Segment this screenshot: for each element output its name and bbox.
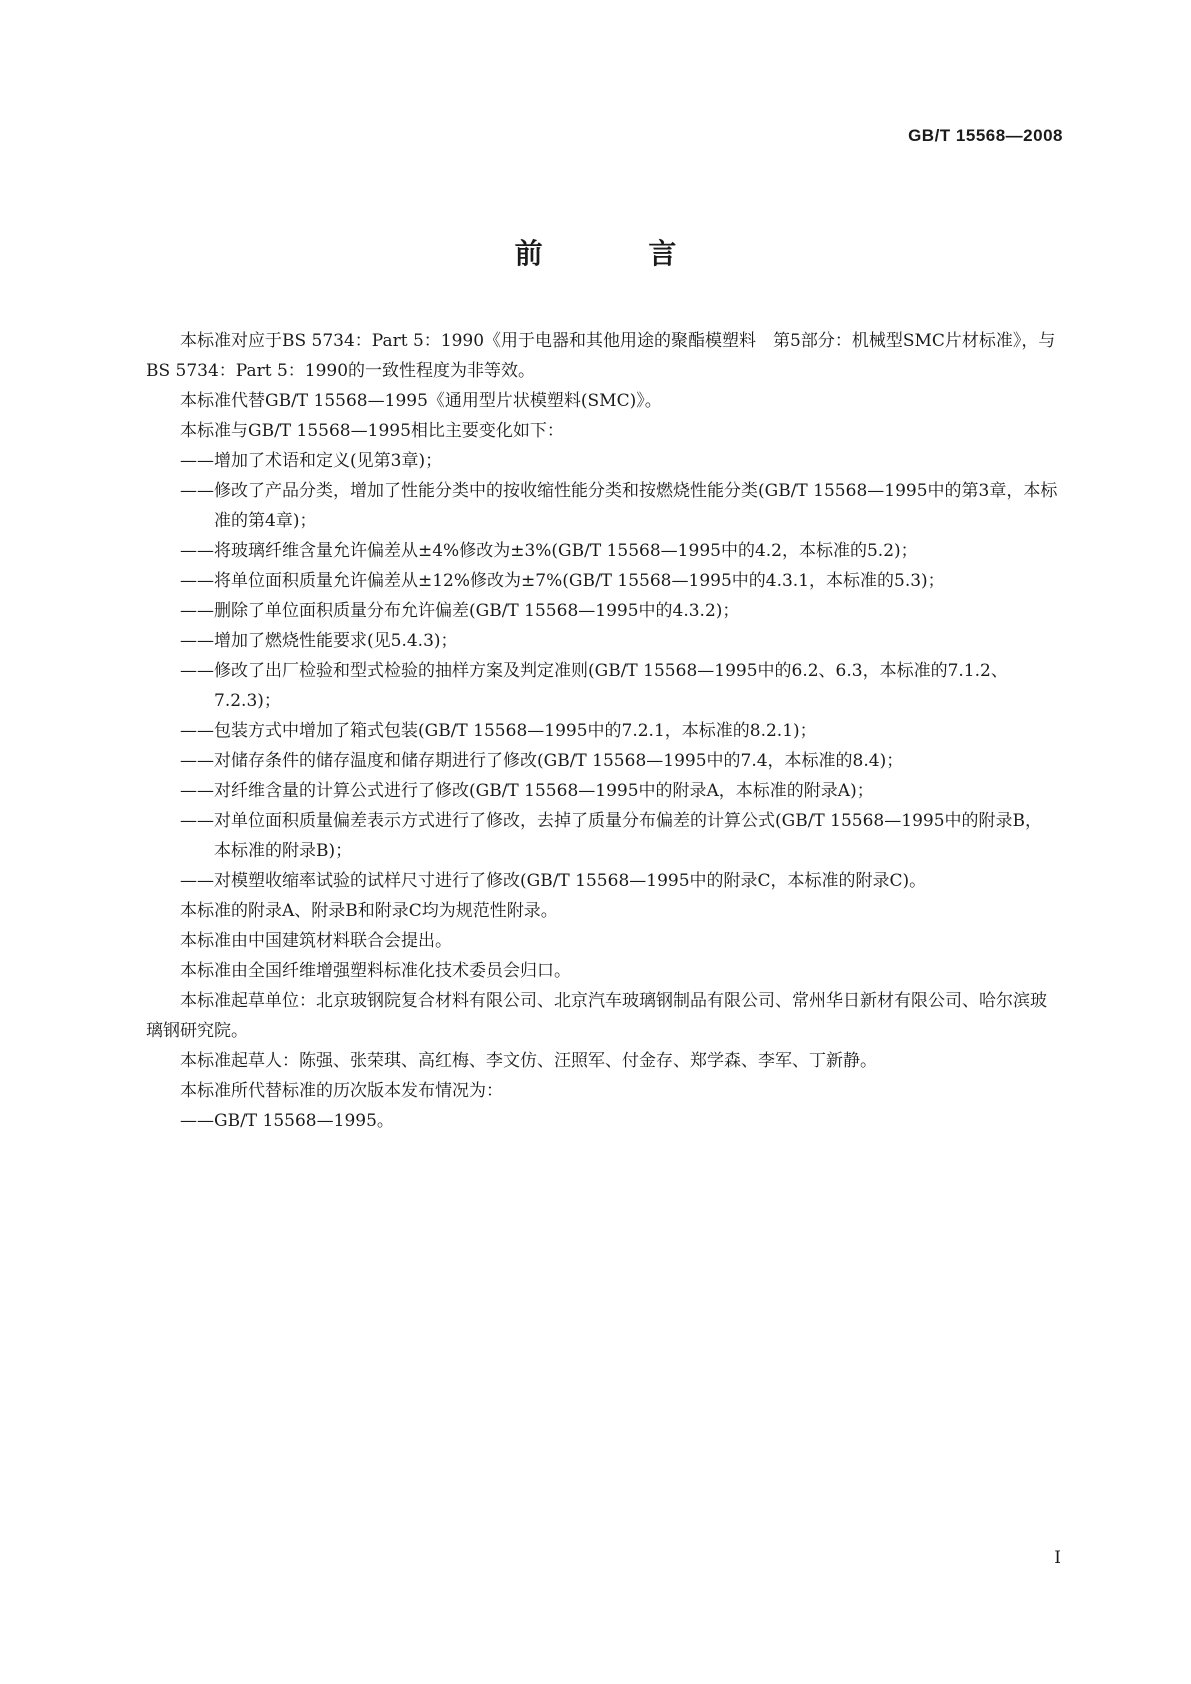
change-item: ——对模塑收缩率试验的试样尺寸进行了修改(GB/T 15568—1995中的附录C，本标准的附录C)。: [180, 871, 927, 891]
foreword-body: [146, 326, 1058, 1136]
page-number: I: [1054, 1548, 1061, 1568]
paragraph-annexes: 本标准的附录A、附录B和附录C均为规范性附录。: [180, 901, 558, 921]
standard-code: GB/T 15568—2008: [908, 126, 1063, 145]
history-item: ——GB/T 15568—1995。: [180, 1111, 394, 1131]
paragraph-changes-intro: 本标准与GB/T 15568—1995相比主要变化如下：: [180, 421, 564, 441]
change-item: ——修改了产品分类，增加了性能分类中的按收缩性能分类和按燃烧性能分类(GB/T 15568—1995中的第3章，本标准的第4章)；: [180, 481, 1058, 531]
paragraph-replaces: 本标准代替GB/T 15568—1995《通用型片状模塑料(SMC)》。: [180, 391, 662, 411]
change-item: ——增加了燃烧性能要求(见5.4.3)；: [180, 631, 458, 651]
paragraph-drafters: 本标准起草人：陈强、张荣琪、高红梅、李文仿、汪照军、付金存、郑学森、李军、丁新静。: [180, 1051, 877, 1071]
paragraph-centralized-by: 本标准由全国纤维增强塑料标准化技术委员会归口。: [180, 961, 571, 981]
change-item: ——增加了术语和定义(见第3章)；: [180, 451, 443, 471]
change-item: ——对单位面积质量偏差表示方式进行了修改，去掉了质量分布偏差的计算公式(GB/T 15568—1995中的附录B，本标准的附录B)；: [180, 811, 1043, 861]
change-item: ——对纤维含量的计算公式进行了修改(GB/T 15568—1995中的附录A，本标准的附录A)；: [180, 781, 874, 801]
paragraph-history-intro: 本标准所代替标准的历次版本发布情况为：: [180, 1081, 503, 1101]
change-item: ——将单位面积质量允许偏差从±12%修改为±7%(GB/T 15568—1995中的4.3.1，本标准的5.3)；: [180, 571, 945, 591]
change-item: ——修改了出厂检验和型式检验的抽样方案及判定准则(GB/T 15568—1995中的6.2、6.3，本标准的7.1.2、7.2.3)；: [180, 661, 1008, 711]
change-item: ——包装方式中增加了箱式包装(GB/T 15568—1995中的7.2.1，本标准的8.2.1)；: [180, 721, 817, 741]
change-item: ——对储存条件的储存温度和储存期进行了修改(GB/T 15568—1995中的7.4，本标准的8.4)；: [180, 751, 904, 771]
change-item: ——删除了单位面积质量分布允许偏差(GB/T 15568—1995中的4.3.2)；: [180, 601, 740, 621]
page-title: 前 言: [514, 237, 725, 270]
paragraph-correspondence: 本标准对应于BS 5734：Part 5：1990《用于电器和其他用途的聚酯模塑料 第5部分：机械型SMC片材标准》，与BS 5734：Part 5：1990的一致性程度为非等效。: [146, 331, 1056, 381]
change-item: ——将玻璃纤维含量允许偏差从±4%修改为±3%(GB/T 15568—1995中的4.2，本标准的5.2)；: [180, 541, 918, 561]
paragraph-drafting-units: 本标准起草单位：北京玻钢院复合材料有限公司、北京汽车玻璃钢制品有限公司、常州华日新材有限公司、哈尔滨玻璃钢研究院。: [146, 991, 1047, 1041]
paragraph-proposed-by: 本标准由中国建筑材料联合会提出。: [180, 931, 452, 951]
